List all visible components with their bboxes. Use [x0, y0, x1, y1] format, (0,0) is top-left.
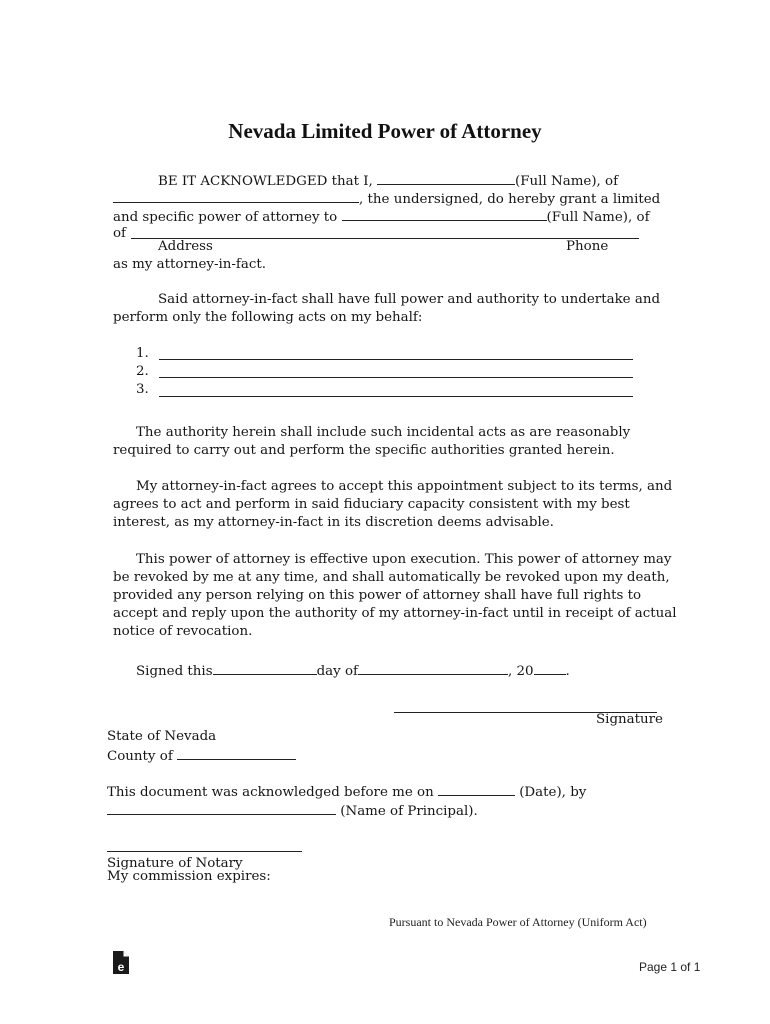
- acknowledgment-date-label: (Date), by: [514, 785, 587, 800]
- phone-label: Phone: [566, 239, 609, 254]
- principal-name-label: (Name of Principal).: [336, 804, 478, 819]
- acknowledgment-line-2: [107, 801, 478, 821]
- intro-grant-text: , the undersigned, do hereby grant a limited: [359, 192, 661, 207]
- signed-day-blank[interactable]: [213, 661, 317, 675]
- intro-line-3: [113, 207, 650, 227]
- act-item-number-3: 3.: [136, 382, 149, 397]
- intro-full-name-label: (Full Name), of: [515, 174, 619, 189]
- act-item-blank-3[interactable]: [159, 396, 633, 397]
- notary-signature-line[interactable]: [107, 851, 302, 852]
- effective-line-1: This power of attorney is effective upon execution. This power of attorney may: [136, 552, 672, 567]
- acts-intro-line-1: Said attorney-in-fact shall have full power and authority to undertake and: [158, 292, 661, 307]
- document-title: Nevada Limited Power of Attorney: [228, 119, 542, 143]
- principal-address-blank[interactable]: [113, 189, 359, 203]
- intro-lead-text: BE IT ACKNOWLEDGED that I,: [158, 174, 378, 189]
- agent-name-blank[interactable]: [342, 207, 547, 221]
- acceptance-line-3: interest, as my attorney-in-fact in its discretion deems advisable.: [113, 515, 554, 530]
- acts-intro-line-2: perform only the following acts on my behalf:: [113, 310, 423, 325]
- address-label: Address: [158, 239, 213, 254]
- notary-signature-label: Signature of Notary: [107, 856, 243, 871]
- act-item-number-1: 1.: [136, 346, 149, 361]
- svg-text:e: e: [117, 960, 125, 974]
- act-item-blank-1[interactable]: [159, 359, 633, 360]
- authority-line-2: required to carry out and perform the specific authorities granted herein.: [113, 443, 615, 458]
- signed-month-blank[interactable]: [358, 661, 508, 675]
- act-item-number-2: 2.: [136, 364, 149, 379]
- effective-line-2: be revoked by me at any time, and shall automatically be revoked upon my death,: [113, 570, 670, 585]
- signature-label: Signature: [596, 712, 663, 727]
- intro-agent-full-name-label: (Full Name), of: [546, 210, 650, 225]
- authority-line-1: The authority herein shall include such incidental acts as are reasonably: [136, 425, 631, 440]
- intro-of-label: of: [113, 226, 127, 241]
- acknowledgment-text: This document was acknowledged before me on: [107, 785, 438, 800]
- effective-line-4: accept and reply upon the authority of my attorney-in-fact until in receipt of actual: [113, 606, 677, 621]
- signed-period: .: [565, 664, 570, 679]
- county-blank[interactable]: [177, 746, 296, 760]
- effective-line-5: notice of revocation.: [113, 624, 253, 639]
- principal-name-blank[interactable]: [377, 171, 515, 185]
- acceptance-line-1: My attorney-in-fact agrees to accept this appointment subject to its terms, and: [136, 479, 673, 494]
- acknowledgment-line-1: [107, 782, 586, 802]
- act-item-blank-2[interactable]: [159, 377, 633, 378]
- acknowledgment-date-blank[interactable]: [438, 782, 515, 796]
- footer-note: Pursuant to Nevada Power of Attorney (Uniform Act): [389, 915, 647, 929]
- effective-line-3: provided any person relying on this power of attorney shall have full rights to: [113, 588, 642, 603]
- intro-attorney-in-fact-text: as my attorney-in-fact.: [113, 257, 266, 272]
- signed-year-blank[interactable]: [534, 661, 566, 675]
- intro-line-2: [113, 189, 660, 209]
- eforms-logo-icon: [112, 950, 130, 975]
- intro-line-1: [158, 171, 618, 191]
- intro-specific-power-text: and specific power of attorney to: [113, 210, 342, 225]
- state-line: State of Nevada: [107, 729, 217, 744]
- acceptance-line-2: agrees to act and perform in said fiduciary capacity consistent with my best: [113, 497, 630, 512]
- signed-this-text: Signed this: [136, 664, 213, 679]
- commission-expires-label: My commission expires:: [107, 869, 271, 884]
- county-line: [107, 746, 296, 766]
- page-number: Page 1 of 1: [639, 960, 701, 974]
- county-label: County of: [107, 749, 178, 764]
- signed-day-of-text: day of: [316, 664, 358, 679]
- signed-date-line: [136, 661, 570, 681]
- signed-year-prefix: , 20: [507, 664, 534, 679]
- principal-name-acknowledged-blank[interactable]: [107, 801, 336, 815]
